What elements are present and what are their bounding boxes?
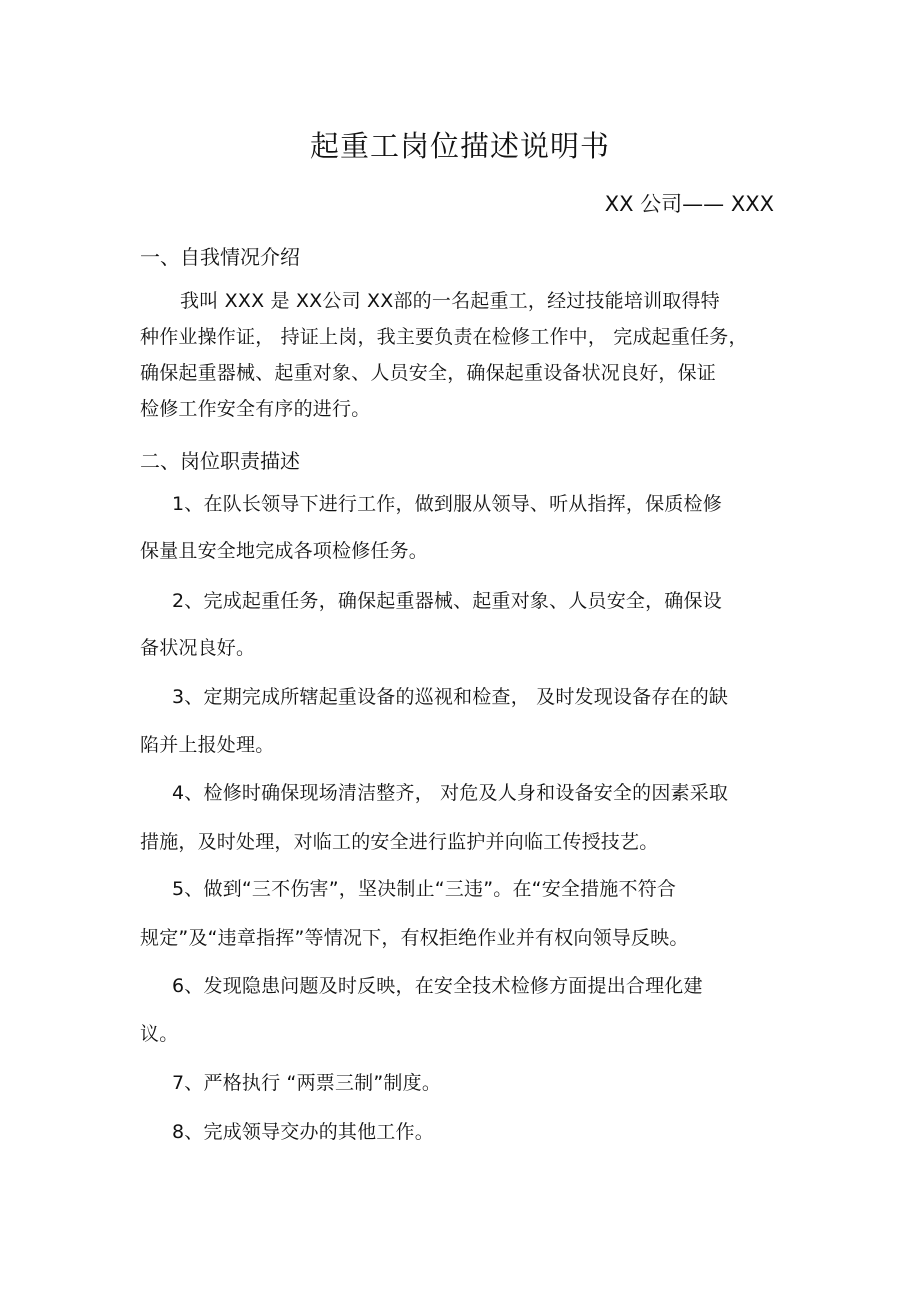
duty-item-line1: 1、在队长领导下进行工作，做到服从领导、听从指挥，保质检修 xyxy=(172,493,722,515)
duty-item-line1: 3、定期完成所辖起重设备的巡视和检查， 及时发现设备存在的缺 xyxy=(172,686,729,708)
section1-line: 确保起重器械、起重对象、人员安全，确保起重设备状况良好，保证 xyxy=(140,362,717,384)
duty-item-line2: 规定”及“违章指挥”等情况下，有权拒绝作业并有权向领导反映。 xyxy=(140,927,689,949)
duty-item-line2: 备状况良好。 xyxy=(140,637,256,659)
duty-item-line1: 6、发现隐患问题及时反映，在安全技术检修方面提出合理化建 xyxy=(172,975,703,997)
document-author: XX 公司—— XXX xyxy=(604,192,774,216)
duty-item-line1: 7、严格执行 “两票三制”制度。 xyxy=(172,1072,442,1094)
duty-item-line1: 8、完成领导交办的其他工作。 xyxy=(172,1121,434,1143)
duty-item-line1: 4、检修时确保现场清洁整齐， 对危及人身和设备安全的因素采取 xyxy=(172,782,729,804)
section2-heading: 二、岗位职责描述 xyxy=(140,449,300,473)
document-title: 起重工岗位描述说明书 xyxy=(309,129,610,163)
duty-item-line2: 陷并上报处理。 xyxy=(140,734,275,756)
duty-item-line2: 措施，及时处理，对临工的安全进行监护并向临工传授技艺。 xyxy=(140,831,659,853)
section1-line: 种作业操作证， 持证上岗，我主要负责在检修工作中， 完成起重任务， xyxy=(140,326,748,348)
duty-item-line1: 5、做到“三不伤害”，坚决制止“三违”。在“安全措施不符合 xyxy=(172,878,677,900)
duty-item-line2: 保量且安全地完成各项检修任务。 xyxy=(140,540,429,562)
section1-heading: 一、自我情况介绍 xyxy=(140,245,300,269)
section1-line: 检修工作安全有序的进行。 xyxy=(140,398,371,420)
duty-item-line2: 议。 xyxy=(140,1023,179,1045)
duty-item-line1: 2、完成起重任务，确保起重器械、起重对象、人员安全，确保设 xyxy=(172,590,722,612)
section1-line: 我叫 XXX 是 XX公司 XX部的一名起重工，经过技能培训取得特 xyxy=(180,290,720,312)
